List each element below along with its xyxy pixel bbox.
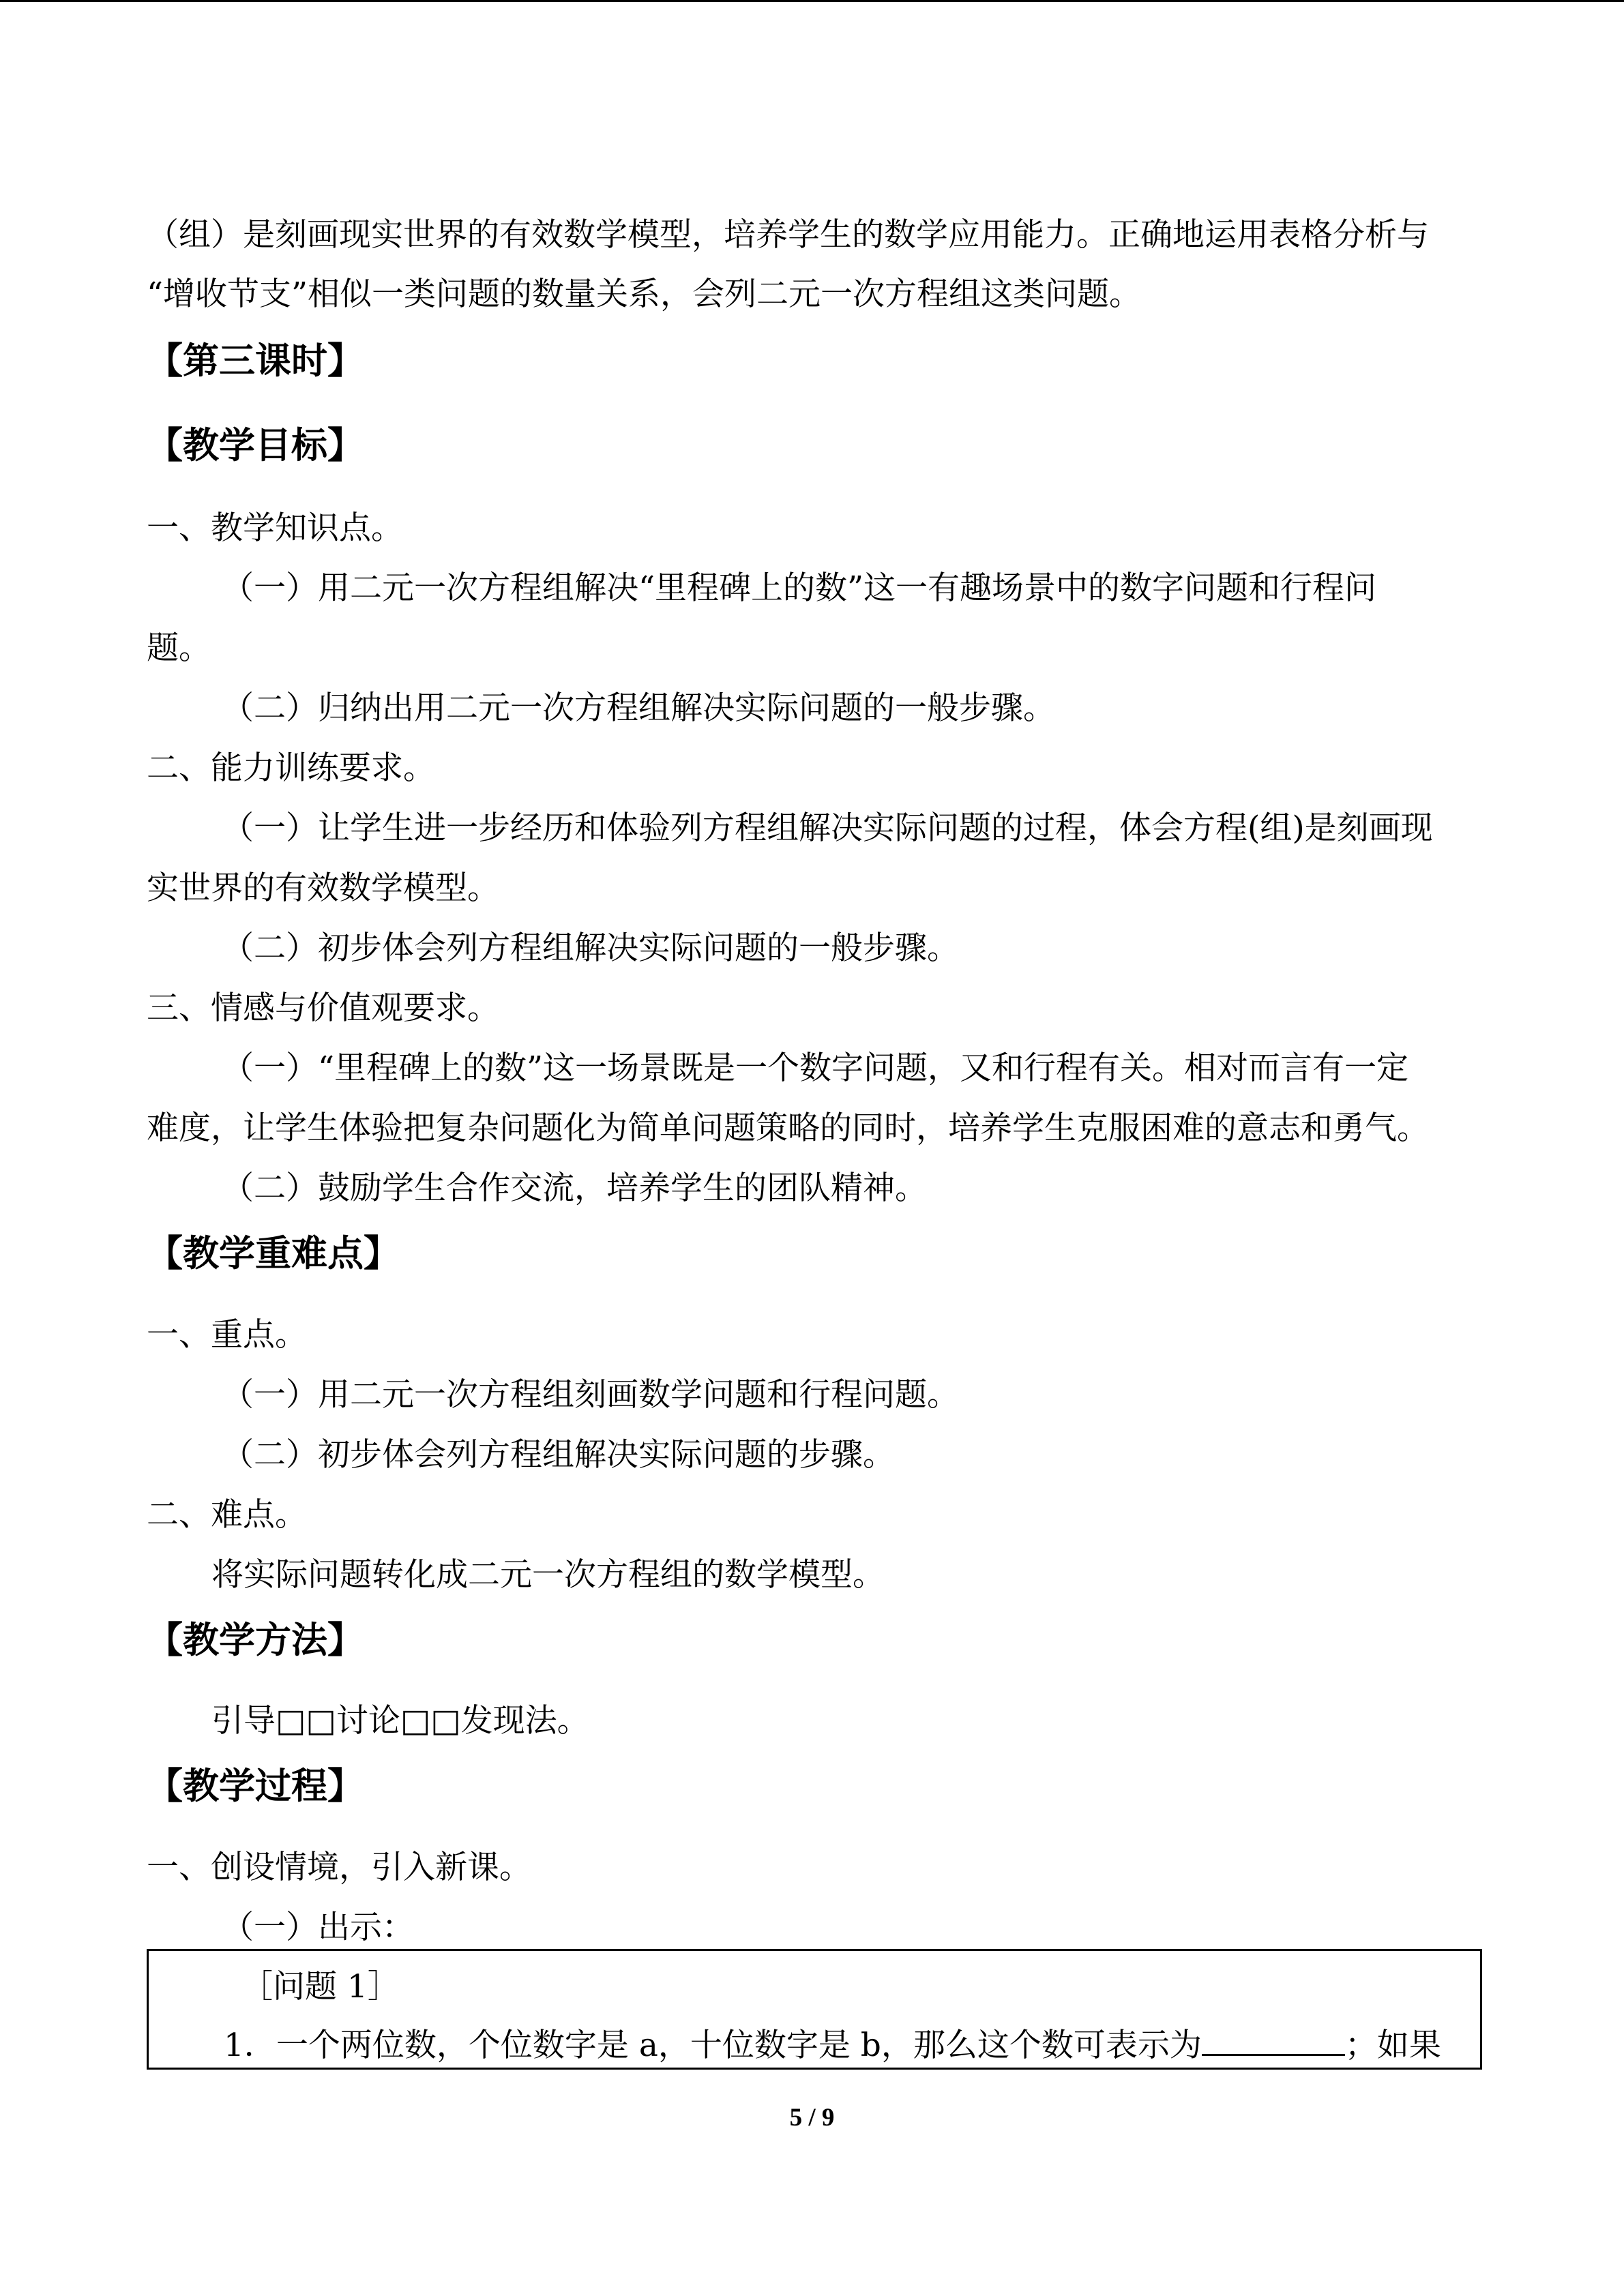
emotion-item-1: （一）“里程碑上的数”这一场景既是一个数字问题，又和行程有关。相对而言有一定 <box>222 1049 1409 1087</box>
difficulty-title: 二、难点。 <box>147 1496 307 1534</box>
process-step-title: 一、创设情境，引入新课。 <box>147 1849 531 1886</box>
heading-goals: 【教学目标】 <box>147 425 364 466</box>
intro-line-2: “增收节支”相似一类问题的数量关系，会列二元一次方程组这类问题。 <box>147 275 1142 313</box>
ability-title: 二、能力训练要求。 <box>147 749 435 787</box>
intro-line-1: （组）是刻画现实世界的有效数学模型，培养学生的数学应用能力。正确地运用表格分析与 <box>147 216 1429 254</box>
knowledge-item-1: （一）用二元一次方程组解决“里程碑上的数”这一有趣场景中的数字问题和行程问 <box>222 569 1377 607</box>
focus-item-2: （二）初步体会列方程组解决实际问题的步骤。 <box>222 1436 895 1474</box>
problem-box <box>147 1949 1482 2070</box>
problem-question-1 <box>224 2024 1441 2066</box>
difficulty-item-1: 将实际问题转化成二元一次方程组的数学模型。 <box>211 1556 885 1594</box>
problem-question-1-text: 1．一个两位数，个位数字是 a，十位数字是 b，那么这个数可表示为 <box>224 2027 1202 2064</box>
heading-key-points: 【教学重难点】 <box>147 1233 400 1274</box>
ability-item-1-cont: 实世界的有效数学模型。 <box>147 869 499 907</box>
knowledge-item-2: （二）归纳出用二元一次方程组解决实际问题的一般步骤。 <box>222 689 1055 727</box>
heading-process: 【教学过程】 <box>147 1765 364 1807</box>
knowledge-title: 一、教学知识点。 <box>147 509 403 547</box>
emotion-item-1-cont: 难度，让学生体验把复杂问题化为简单问题策略的同时，培养学生克服困难的意志和勇气。 <box>147 1109 1429 1147</box>
problem-label: ［问题 1］ <box>241 1968 400 2006</box>
focus-title: 一、重点。 <box>147 1316 307 1354</box>
emotion-item-2: （二）鼓励学生合作交流，培养学生的团队精神。 <box>222 1169 927 1207</box>
problem-question-1-tail: ；如果 <box>1344 2027 1441 2064</box>
ability-item-1: （一）让学生进一步经历和体验列方程组解决实际问题的过程，体会方程(组)是刻画现 <box>222 809 1433 847</box>
heading-lesson: 【第三课时】 <box>147 340 364 382</box>
knowledge-item-1-cont: 题。 <box>147 629 211 667</box>
answer-blank <box>1202 2024 1345 2056</box>
heading-method: 【教学方法】 <box>147 1620 364 1661</box>
focus-item-1: （一）用二元一次方程组刻画数学问题和行程问题。 <box>222 1376 959 1414</box>
process-step-sub: （一）出示： <box>222 1909 414 1946</box>
method-text: 引导□□讨论□□发现法。 <box>211 1702 589 1740</box>
page-number: 5 / 9 <box>789 2104 835 2132</box>
ability-item-2: （二）初步体会列方程组解决实际问题的一般步骤。 <box>222 929 959 967</box>
emotion-title: 三、情感与价值观要求。 <box>147 989 499 1027</box>
